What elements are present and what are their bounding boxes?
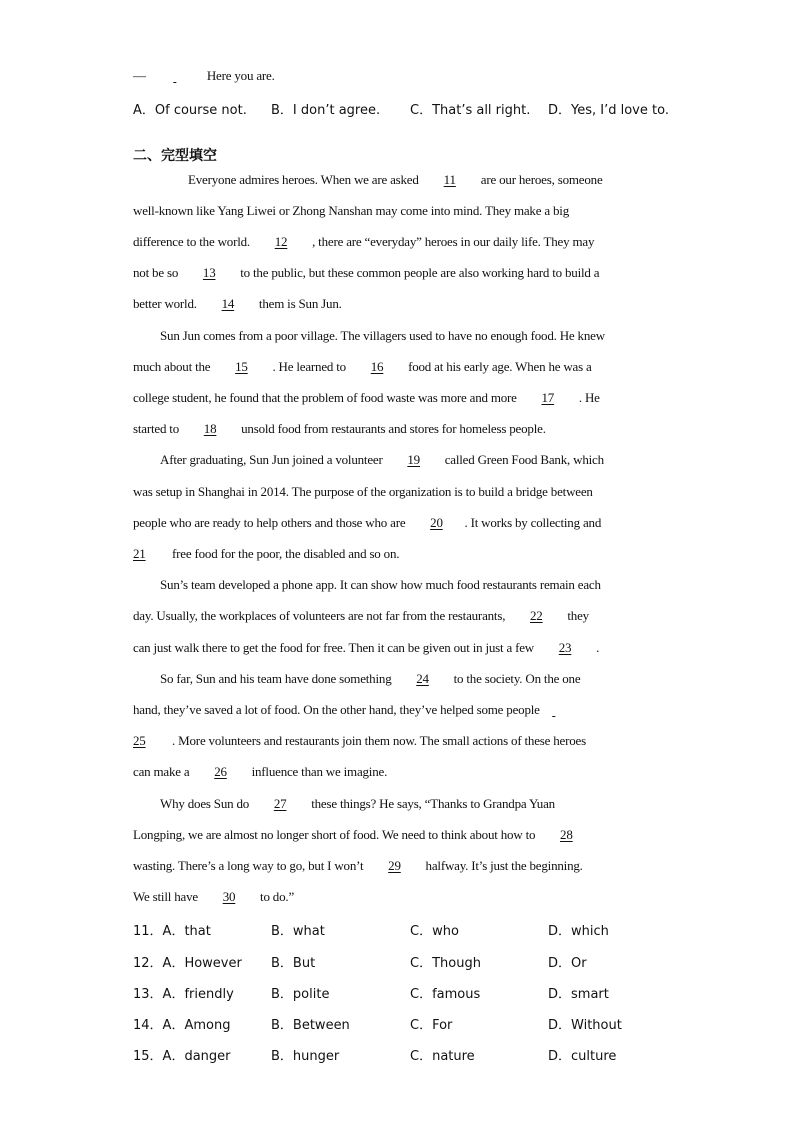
- answer-blank: [146, 68, 204, 84]
- passage-line: Why does Sun do 27 these things? He says, “Thanks to Grandpa Yuan: [160, 796, 555, 811]
- passage-line: can just walk there to get the food for free. Then it can be given out in just a few 23 .: [133, 640, 600, 655]
- blank-13: 13: [202, 265, 216, 280]
- passage-line: 21 free food for the poor, the disabled and so on.: [133, 546, 400, 561]
- passage-line: Longping, we are almost no longer short of food. We need to think about how to 28: [133, 827, 594, 843]
- blank-30: 30: [222, 889, 236, 904]
- passage-line: well-known like Yang Liwei or Zhong Nanshan may come into mind. They make a big: [133, 203, 569, 218]
- question-11-option-b: B．what: [271, 924, 325, 939]
- blank-12: 12: [274, 234, 288, 249]
- passage-line: much about the 15 . He learned to 16 food at his early age. When he was a: [133, 359, 592, 374]
- option-b: B．I don’t agree.: [271, 103, 381, 118]
- passage-line: Sun Jun comes from a poor village. The villagers used to have no enough food. He knew: [160, 328, 605, 343]
- blank-24: 24: [416, 671, 429, 686]
- option-d: D．Yes, I’d love to.: [548, 103, 669, 118]
- passage-line: We still have 30 to do.”: [133, 889, 295, 904]
- blank-14: 14: [221, 296, 235, 311]
- blank-19: 19: [407, 452, 420, 467]
- passage-line: After graduating, Sun Jun joined a volunteer 19 called Green Food Bank, which: [160, 452, 604, 467]
- passage-line: college student, he found that the problem of food waste was more and more 17 . He: [133, 390, 600, 405]
- passage-line: day. Usually, the workplaces of volunteers are not far from the restaurants, 22 they: [133, 608, 589, 623]
- question-13-option-b: B．polite: [271, 987, 330, 1002]
- blank-21: 21: [133, 546, 146, 561]
- blank-25-start: [543, 702, 565, 718]
- question-12-option-d: D．Or: [548, 956, 587, 971]
- section-title: 二、完型填空: [133, 148, 217, 164]
- passage-line: started to 18 unsold food from restaurants and stores for homeless people.: [133, 421, 546, 436]
- passage-line: Sun’s team developed a phone app. It can show how much food restaurants remain each: [160, 577, 601, 592]
- blank-17: 17: [541, 390, 555, 405]
- question-11: 11．A．that: [133, 924, 211, 939]
- option-a: A．Of course not.: [133, 103, 247, 118]
- question-15-option-b: B．hunger: [271, 1049, 340, 1064]
- blank-23: 23: [558, 640, 572, 655]
- passage-line: people who are ready to help others and those who are 20 . It works by collecting and: [133, 515, 602, 530]
- blank-28: 28: [560, 827, 573, 842]
- question-11-option-c: C．who: [410, 924, 459, 939]
- question-15-option-d: D．culture: [548, 1049, 617, 1064]
- question-12: 12．A．However: [133, 956, 242, 971]
- passage-line: better world. 14 them is Sun Jun.: [133, 296, 342, 311]
- question-15-option-c: C．nature: [410, 1049, 475, 1064]
- blank-25: 25: [133, 733, 146, 748]
- blank-26: 26: [214, 764, 227, 779]
- question-12-option-b: B．But: [271, 956, 316, 971]
- passage-line: Everyone admires heroes. When we are asked 11 are our heroes, someone: [188, 172, 603, 187]
- blank-18: 18: [203, 421, 217, 436]
- question-13-option-d: D．smart: [548, 987, 609, 1002]
- question-12-option-c: C．Though: [410, 956, 481, 971]
- blank-15: 15: [235, 359, 248, 374]
- passage-line: was setup in Shanghai in 2014. The purpose of the organization is to build a bridge between: [133, 484, 593, 499]
- passage-line: 25 . More volunteers and restaurants join them now. The small actions of these heroes: [133, 733, 586, 748]
- passage-line: not be so 13 to the public, but these common people are also working hard to build a: [133, 265, 600, 280]
- blank-11: 11: [443, 172, 456, 187]
- blank-16: 16: [370, 359, 384, 374]
- question-11-option-d: D．which: [548, 924, 609, 939]
- option-c: C．That’s all right.: [410, 103, 531, 118]
- dialogue-reply: Here you are.: [203, 68, 275, 83]
- dash: —: [133, 68, 146, 83]
- passage-line: So far, Sun and his team have done something 24 to the society. On the one: [160, 671, 581, 686]
- passage-line: can make a 26 influence than we imagine.: [133, 764, 388, 779]
- passage-line: hand, they’ve saved a lot of food. On the other hand, they’ve helped some people: [133, 702, 565, 718]
- question-13: 13．A．friendly: [133, 987, 234, 1002]
- question-14-option-b: B．Between: [271, 1018, 350, 1033]
- question-14-option-c: C．For: [410, 1018, 453, 1033]
- question-14-option-d: D．Without: [548, 1018, 622, 1033]
- blank-29: 29: [388, 858, 401, 873]
- question-14: 14．A．Among: [133, 1018, 231, 1033]
- blank-20: 20: [430, 515, 443, 530]
- question-15: 15．A．danger: [133, 1049, 231, 1064]
- question-13-option-c: C．famous: [410, 987, 481, 1002]
- passage-line: difference to the world. 12 , there are “everyday” heroes in our daily life. They may: [133, 234, 595, 249]
- blank-27: 27: [273, 796, 287, 811]
- dialogue-line: [133, 68, 275, 84]
- blank-22: 22: [530, 608, 543, 623]
- passage-line: wasting. There’s a long way to go, but I won’t 29 halfway. It’s just the beginning.: [133, 858, 583, 873]
